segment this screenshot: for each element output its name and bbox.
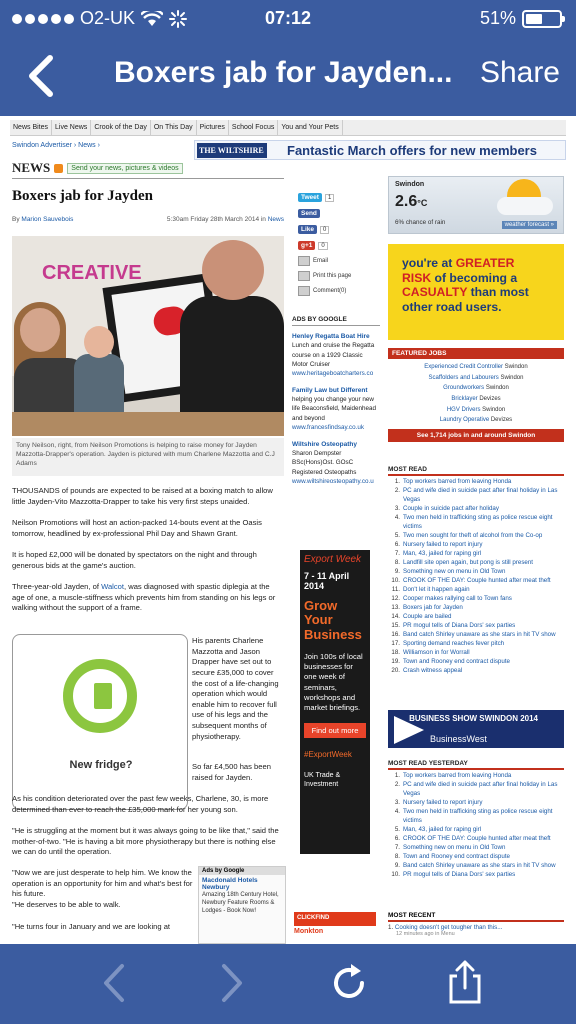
job-link[interactable]: Groundworkers: [443, 385, 485, 392]
job-item: [388, 362, 564, 373]
list-item[interactable]: [388, 649, 564, 658]
paragraph: "Now we are just desperate to help him. We know the operation is an opportunity for him and what's best for his future.: [12, 868, 193, 899]
job-item: [388, 373, 564, 384]
list-link[interactable]: Couple in suicide pact after holiday: [403, 504, 499, 512]
ad-text: helping you change your new life Beaconsfield, Maidenhead and beyond: [292, 396, 377, 422]
photo-sign: CREATIVE: [42, 262, 142, 284]
article-date: [167, 216, 284, 223]
list-number: 1.: [394, 478, 400, 485]
most-recent-time: 12 minutes ago in Menu: [396, 931, 455, 937]
list-item[interactable]: [388, 487, 564, 505]
web-page: [0, 116, 576, 944]
list-number: 2.: [394, 780, 400, 788]
list-item[interactable]: [388, 844, 564, 853]
share-count: 1: [325, 194, 334, 202]
back-icon[interactable]: [90, 958, 140, 1008]
paragraph: Neilson Promotions will host an action-packed 14-bouts event at the Oasis tomorrow, headlined by ex-professional Phil Day and Shawn Grant.: [12, 518, 262, 538]
site-nav: [10, 120, 566, 136]
most-read: [388, 466, 564, 676]
ad-url[interactable]: www.heritageboatcharters.co: [292, 369, 374, 377]
site-nav-item[interactable]: Pictures: [197, 120, 229, 135]
ad-heading: Ads by Google: [199, 867, 285, 875]
list-link[interactable]: Top workers barred from leaving Honda: [403, 772, 512, 779]
find-out-more-button[interactable]: Find out more: [304, 723, 366, 738]
list-number: 11.: [391, 585, 400, 593]
paragraph: As his condition deteriorated over the past few weeks, Charlene, 30, is more determined than ever to reach the £35,000 mark for her young son.: [12, 794, 269, 814]
list-item[interactable]: [388, 622, 564, 631]
list-number: 17.: [391, 639, 400, 647]
list-number: 8.: [394, 852, 400, 860]
list-item[interactable]: [388, 613, 564, 622]
battery-icon: [522, 10, 562, 28]
ad-text: Amazing 18th Century Hotel, Newbury Feature Rooms & Lodges - Book Now!: [202, 892, 279, 915]
list-link[interactable]: Something new on menu in Old Town: [403, 843, 506, 851]
list-link[interactable]: Top workers barred from leaving Honda: [403, 478, 512, 485]
list-link[interactable]: Band catch Shirley unaware as she stars in hit TV show: [403, 630, 556, 638]
byline: [12, 216, 284, 223]
list-number: 3.: [394, 798, 400, 806]
list-number: 5.: [394, 825, 400, 833]
list-link[interactable]: Nursery failed to report injury: [403, 540, 483, 548]
paragraph: Three-year-old Jayden, of Walcot, was diagnosed with spastic diplegia at the age of one, a muscle-stiffness which prevents him from standing on his legs or walking without the support of a frame.: [12, 582, 276, 613]
utility-icon: [298, 286, 310, 296]
list-item[interactable]: [388, 826, 564, 835]
featured-jobs-heading: FEATURED JOBS: [388, 348, 564, 359]
job-link[interactable]: Laundry Operative: [439, 417, 490, 424]
list-item[interactable]: [388, 586, 564, 595]
most-recent-heading: MOST RECENT: [388, 912, 564, 922]
paragraph: THOUSANDS of pounds are expected to be raised at a boxing match to allow little Jayden-Vito Mazzotta-Drapper to take his very first steps unaided.: [12, 486, 273, 506]
forward-icon[interactable]: [206, 958, 256, 1008]
clickfind-item[interactable]: Monkton: [294, 928, 324, 935]
job-location: Devizes: [479, 396, 501, 403]
list-item[interactable]: [388, 595, 564, 604]
list-link[interactable]: PR mogul tells of Diana Dors' sex parties: [403, 870, 516, 878]
author-link[interactable]: Marion Sauvebois: [21, 216, 74, 223]
wiltshire-banner-ad[interactable]: [194, 140, 566, 160]
list-number: 9.: [394, 567, 400, 575]
share-button-row: [298, 208, 378, 219]
rss-icon[interactable]: [54, 164, 63, 173]
site-nav-item[interactable]: News Bites: [10, 120, 52, 135]
featured-jobs: [388, 348, 564, 442]
list-number: 8.: [394, 558, 400, 566]
cloud-icon: [497, 197, 553, 215]
list-link[interactable]: PC and wife died in suicide pact after final holiday in Las Vegas: [403, 780, 558, 797]
list-link[interactable]: PR mogul tells of Diana Dors' sex parties: [403, 621, 516, 629]
list-link[interactable]: Sporting demand reaches fever pitch: [403, 639, 505, 647]
navigation-bar: [0, 44, 576, 108]
utility-label: Print this page: [313, 273, 352, 279]
share-count: 0: [320, 226, 329, 234]
list-number: 6.: [394, 834, 400, 842]
utility-email[interactable]: [298, 256, 378, 266]
list-link[interactable]: Crash witness appeal: [403, 666, 463, 674]
paragraph: His parents Charlene Mazzotta and Jason Drapper have set out to secure £35,000 to cover the cost of a life-changing operation which would enable him to recover full use of his legs and the subsequent months of physiotherapy.: [192, 636, 279, 741]
list-item[interactable]: [388, 862, 564, 871]
list-number: 20.: [391, 666, 400, 674]
google-ad-item[interactable]: [292, 386, 380, 432]
photo-caption: Tony Neilson, right, from Neilson Promotions is helping to raise money for Jayden Mazzotta-Drapper's operation. Jayden is pictured with mum Charlene Mazzotta and C.J Adams: [12, 438, 284, 476]
walcot-link[interactable]: Walcot: [101, 582, 124, 591]
fridge-ad-text: New fridge?: [69, 759, 133, 771]
site-nav-item[interactable]: Live News: [52, 120, 91, 135]
wiltshire-logo: THE WILTSHIRE: [197, 143, 267, 158]
google-ad-item[interactable]: [292, 440, 380, 486]
list-number: 16.: [391, 630, 400, 638]
see-all-jobs-link[interactable]: See 1,714 jobs in and around Swindon: [388, 429, 564, 442]
most-read-heading: MOST READ: [388, 466, 564, 476]
news-heading: NEWS: [12, 160, 51, 175]
list-link[interactable]: CROOK OF THE DAY: Couple hunted after meat theft: [403, 834, 551, 842]
list-item[interactable]: [388, 640, 564, 649]
list-item[interactable]: [388, 853, 564, 862]
business-show-title: BUSINESS SHOW SWINDON 2014: [409, 714, 538, 723]
list-number: 19.: [391, 657, 400, 665]
list-item[interactable]: [388, 772, 564, 781]
list-number: 10.: [391, 870, 400, 878]
weather-widget[interactable]: [388, 176, 564, 234]
share-like-button[interactable]: Like: [298, 225, 317, 234]
ad-title[interactable]: Macdonald Hotels Newbury: [202, 877, 258, 891]
businesswest-name: BusinessWest: [430, 734, 487, 744]
share-g1-button[interactable]: g+1: [298, 241, 315, 250]
list-link[interactable]: Town and Rooney end contract dispute: [403, 657, 510, 665]
section-link[interactable]: News: [267, 216, 284, 223]
most-read-yesterday: [388, 760, 564, 880]
job-location: Swindon: [482, 406, 506, 413]
status-bar: [0, 6, 576, 34]
share-tweet-button[interactable]: Tweet: [298, 193, 322, 202]
weather-temp: 2.6°C: [395, 193, 428, 210]
weather-forecast-link[interactable]: weather forecast »: [502, 221, 557, 229]
paragraph: So far £4,500 has been raised for Jayden.: [192, 762, 271, 782]
list-number: 15.: [391, 621, 400, 629]
list-number: 1.: [394, 772, 400, 779]
reload-icon[interactable]: [324, 958, 374, 1008]
weather-rain: 6% chance of rain: [395, 219, 446, 226]
browser-toolbar: [0, 944, 576, 1024]
date-text: 5:30am Friday 28th March 2014 in: [166, 216, 266, 223]
share-send-button[interactable]: Send: [298, 209, 320, 218]
job-location: Swindon: [504, 364, 528, 370]
fridge-icon: [94, 683, 112, 709]
ad-title[interactable]: Family Law but Different: [292, 386, 368, 394]
most-recent-item[interactable]: Cooking doesn't get tougher than this...: [394, 924, 503, 931]
list-item[interactable]: [388, 604, 564, 613]
list-number: 14.: [391, 612, 400, 620]
by-label: By: [12, 216, 20, 223]
list-link[interactable]: Man, 43, jailed for raping girl: [403, 549, 482, 557]
list-item[interactable]: [388, 835, 564, 844]
export-headline: Grow Your Business: [304, 598, 362, 642]
list-link[interactable]: Man, 43, jailed for raping girl: [403, 825, 482, 833]
list-item[interactable]: [388, 667, 564, 676]
job-item: [388, 394, 564, 405]
most-read-yesterday-heading: MOST READ YESTERDAY: [388, 760, 564, 770]
share-icon[interactable]: [440, 958, 490, 1008]
job-item: [388, 415, 564, 426]
list-item[interactable]: [388, 577, 564, 586]
job-location: Devizes: [490, 417, 513, 424]
send-news-link[interactable]: Send your news, pictures & videos: [67, 163, 182, 174]
battery-percent: 51%: [479, 8, 516, 28]
top-bar: [0, 0, 576, 116]
job-link[interactable]: Experienced Credit Controller: [424, 364, 503, 370]
ads-by-google: [292, 316, 380, 494]
carrier: O2-UK: [80, 8, 136, 28]
list-number: 12.: [391, 594, 400, 602]
site-nav-item[interactable]: School Focus: [229, 120, 278, 135]
list-link[interactable]: Band catch Shirley unaware as she stars in hit TV show: [403, 861, 556, 869]
list-item[interactable]: [388, 631, 564, 640]
list-link[interactable]: Two men sought for theft of alcohol from the Co-op: [403, 531, 543, 539]
list-number: 18.: [391, 648, 400, 656]
site-nav-item[interactable]: On This Day: [151, 120, 197, 135]
list-link[interactable]: Williamson in for Worrall: [403, 648, 470, 656]
job-item: [388, 405, 564, 416]
list-item[interactable]: [388, 478, 564, 487]
list-number: 2.: [394, 486, 400, 494]
most-recent: MOST RECENT 1. Cooking doesn't get tougher than this... 12 minutes ago in Menu: [388, 912, 564, 937]
news-heading-bar: [12, 160, 183, 176]
export-title: Export Week: [304, 554, 362, 565]
google-ad-item[interactable]: [292, 332, 380, 378]
list-link[interactable]: Don't let it happen again: [403, 585, 470, 593]
job-link[interactable]: HGV Drivers: [446, 406, 481, 413]
ad-text: Lunch and cruise the Regatta course on a 1929 Classic Motor Cruiser: [292, 342, 375, 368]
list-item[interactable]: [388, 808, 564, 826]
list-link[interactable]: Landfill site open again, but pong is still present: [403, 558, 534, 566]
utility-label: Comment(0): [313, 288, 347, 294]
list-item[interactable]: [388, 532, 564, 541]
weather-place: Swindon: [395, 181, 425, 188]
ad-title[interactable]: Henley Regatta Boat Hire: [292, 333, 370, 340]
ad-url[interactable]: www.wiltshireosteopathy.co.u: [292, 477, 374, 485]
export-body: Join 100s of local businesses for one week of seminars, workshops and market briefings.: [304, 651, 363, 713]
list-item[interactable]: [388, 568, 564, 577]
utility-icon: [298, 256, 310, 266]
job-item: [388, 383, 564, 394]
ad-text: Sharon Dempster BSc(Hons)Ost. GOsC Registered Osteopaths: [292, 450, 357, 476]
list-item[interactable]: [388, 514, 564, 532]
clickfind-header[interactable]: CLICKFIND: [294, 912, 376, 926]
list-item[interactable]: [388, 658, 564, 667]
list-item[interactable]: [388, 559, 564, 568]
share-button-row: [298, 192, 378, 203]
job-location: Swindon: [485, 385, 509, 392]
utility-comment---[interactable]: [298, 286, 378, 296]
list-link[interactable]: CROOK OF THE DAY: Couple hunted after meat theft: [403, 576, 551, 584]
list-link[interactable]: Town and Rooney end contract dispute: [403, 852, 510, 860]
ad-title[interactable]: Wiltshire Osteopathy: [292, 440, 357, 448]
utility-label: Email: [313, 258, 329, 264]
job-link[interactable]: Scaffolders and Labourers: [428, 374, 499, 381]
wiltshire-offer: Fantastic March offers for new members: [287, 143, 537, 158]
list-number: 13.: [391, 603, 400, 611]
list-number: 6.: [394, 540, 400, 548]
list-link[interactable]: Nursery failed to report injury: [403, 798, 483, 806]
list-link[interactable]: Two men held in trafficking sting as police rescue eight victims: [403, 513, 553, 530]
list-link[interactable]: PC and wife died in suicide pact after final holiday in Las Vegas: [403, 486, 558, 503]
list-number: 7.: [394, 843, 400, 851]
list-link[interactable]: Something new on menu in Old Town: [403, 567, 506, 575]
list-number: 9.: [394, 861, 400, 869]
business-show-ad[interactable]: [388, 710, 564, 748]
export-dates: 7 - 11 April 2014: [304, 571, 350, 591]
list-link[interactable]: Boxers jab for Jayden: [403, 603, 463, 611]
list-item[interactable]: [388, 799, 564, 808]
job-link[interactable]: Bricklayer: [451, 396, 478, 403]
nav-title: Boxers jab for Jayden...: [114, 56, 453, 89]
back-chevron-icon[interactable]: [22, 52, 62, 100]
list-item[interactable]: [388, 871, 564, 880]
share-button-row: [298, 240, 378, 251]
paragraph: "He is struggling at the moment but it was always going to be like that," said the mother-of-two. "He is having a bit more physiotherapy but there is nothing else we can do until the operation.: [12, 826, 279, 857]
list-number: 7.: [394, 549, 400, 557]
paragraph: "He deserves to be able to walk.: [12, 900, 121, 909]
list-item[interactable]: [388, 541, 564, 550]
paragraph: It is hoped £2,000 will be donated by spectators on the night and through generous bids at the game's auction.: [12, 550, 257, 570]
list-item[interactable]: [388, 550, 564, 559]
job-location: Swindon: [500, 374, 524, 381]
export-hashtag: #ExportWeek: [304, 750, 352, 760]
list-number: 5.: [394, 531, 400, 539]
share-button[interactable]: Share: [479, 56, 560, 89]
fridge-ad[interactable]: [12, 634, 188, 810]
article-title: Boxers jab for Jayden: [12, 188, 153, 204]
article-photo[interactable]: [12, 236, 284, 436]
google-text-ad[interactable]: [198, 866, 286, 944]
list-link[interactable]: Couple are bailed: [403, 612, 452, 620]
utility-icon: [298, 271, 310, 281]
ads-heading: ADS BY GOOGLE: [292, 316, 380, 326]
share-button-row: [298, 224, 378, 235]
list-number: 4.: [394, 807, 400, 815]
site-nav-item[interactable]: You and Your Pets: [278, 120, 342, 135]
clock: 07:12: [264, 8, 312, 28]
list-item[interactable]: [388, 505, 564, 514]
share-tools: [298, 192, 378, 301]
list-number: 4.: [394, 513, 400, 521]
list-link[interactable]: Two men held in trafficking sting as police rescue eight victims: [403, 807, 553, 824]
ukti-logo: UK Trade & Investment: [304, 772, 341, 789]
ad-url[interactable]: www.francesfindsay.co.uk: [292, 423, 364, 431]
utility-print-this-page[interactable]: [298, 271, 378, 281]
list-number: 3.: [394, 504, 400, 512]
list-item[interactable]: [388, 781, 564, 799]
site-nav-item[interactable]: Crook of the Day: [91, 120, 151, 135]
share-count: 0: [318, 242, 327, 250]
divider: [12, 178, 284, 179]
paragraph: "He turns four in January and we are looking at: [12, 922, 171, 931]
export-week-ad[interactable]: [300, 550, 370, 854]
list-link[interactable]: Cooper makes rallying call to Town fans: [403, 594, 512, 602]
road-safety-ad[interactable]: you're at GREATER RISK of becoming a CASUALTY than most other road users.: [388, 244, 564, 340]
breadcrumb[interactable]: Swindon Advertiser › News ›: [12, 142, 100, 149]
list-number: 10.: [391, 576, 400, 584]
